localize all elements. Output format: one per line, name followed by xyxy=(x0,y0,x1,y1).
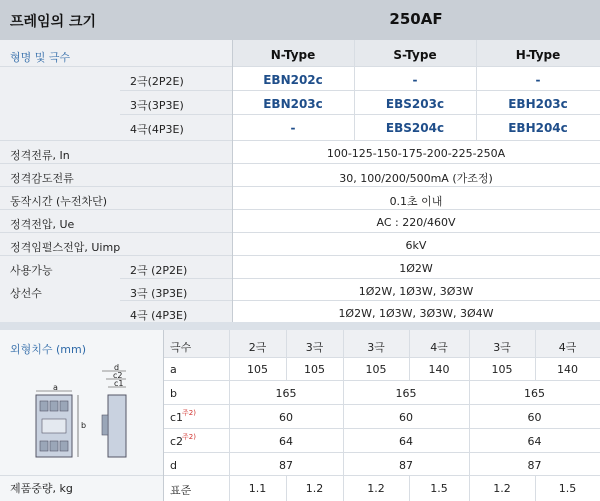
dims-label: 외형치수 (mm) xyxy=(10,343,87,356)
weight-value: 1.2 xyxy=(367,482,385,495)
usage-label: 사용가능 xyxy=(10,264,53,277)
col-divider xyxy=(232,40,233,322)
dim-c1-label: c1 xyxy=(170,411,184,424)
col-divider xyxy=(354,40,355,140)
row-divider xyxy=(120,300,600,301)
col-divider xyxy=(229,330,230,501)
weight-value: 1.5 xyxy=(430,482,448,495)
dim-c2-label: c2 xyxy=(170,435,184,448)
dim-b-label: b xyxy=(170,387,177,400)
pole-col: 3극 xyxy=(367,341,385,354)
dim-c1-value: 60 xyxy=(279,411,293,424)
code-cell: EBH204c xyxy=(508,121,568,135)
col-divider xyxy=(163,330,164,501)
diagram-label-b: b xyxy=(81,421,87,430)
frame-af-label: 250AF xyxy=(389,10,443,28)
pole-col: 2극 xyxy=(248,341,267,354)
pole-col: 3극 xyxy=(493,341,511,354)
diagram-label-d: d xyxy=(114,363,120,372)
dim-c2-value: 64 xyxy=(279,435,293,448)
dim-a-value: 105 xyxy=(304,363,325,376)
weight-value: 1.2 xyxy=(493,482,511,495)
rated-current-value: 100-125-150-175-200-225-250A xyxy=(326,147,506,160)
dim-b-value: 165 xyxy=(275,387,297,400)
row-divider xyxy=(120,90,600,91)
row-divider xyxy=(0,475,600,476)
poles-3p3e-label: 3극(3P3E) xyxy=(130,99,184,112)
dim-c2-value: 64 xyxy=(399,435,413,448)
c2-footnote: 주2) xyxy=(182,433,196,441)
rated-current-label: 정격전류, In xyxy=(10,149,70,162)
weight-value: 1.2 xyxy=(305,482,324,495)
code-cell: - xyxy=(412,73,418,87)
code-cell: - xyxy=(535,73,541,87)
dim-d-value: 87 xyxy=(527,459,542,472)
code-cell: EBH203c xyxy=(508,97,568,111)
row-divider xyxy=(0,163,600,164)
col-divider xyxy=(286,330,287,380)
rated-sensitivity-label: 정격감도전류 xyxy=(10,172,74,185)
row-divider xyxy=(0,186,600,187)
usage-poles-label: 2극 (2P2E) xyxy=(130,264,188,277)
dim-d-label: d xyxy=(170,459,177,472)
rated-voltage-value: AC : 220/460V xyxy=(376,216,456,229)
dim-d-value: 87 xyxy=(399,459,413,472)
operating-time-label: 동작시간 (누전차단) xyxy=(10,195,108,208)
section-separator xyxy=(0,322,600,330)
diagram-label-c1: c1 xyxy=(114,379,124,388)
pole-col: 3극 xyxy=(305,341,324,354)
diagram-label-c2: c2 xyxy=(113,371,123,380)
phase-wire-label: 상선수 xyxy=(10,287,42,300)
code-cell: - xyxy=(290,121,296,135)
dim-c1-value: 60 xyxy=(527,411,542,424)
dim-b-value: 165 xyxy=(395,387,417,400)
impulse-voltage-label: 정격임펄스전압, Uimp xyxy=(10,241,121,254)
row-divider xyxy=(0,209,600,210)
frame-size-title: 프레임의 크기 xyxy=(10,14,97,30)
row-divider xyxy=(120,114,600,115)
diagram-label-a: a xyxy=(53,383,58,392)
usage-poles-label: 4극 (4P3E) xyxy=(130,309,188,322)
col-divider xyxy=(469,330,470,501)
col-divider xyxy=(286,475,287,501)
code-cell: EBS203c xyxy=(385,97,445,111)
code-cell: EBN202c xyxy=(263,73,323,87)
row-divider xyxy=(0,66,600,67)
dim-b-value: 165 xyxy=(524,387,545,400)
col-divider xyxy=(535,475,536,501)
code-cell: EBN203c xyxy=(263,97,323,111)
rated-voltage-label: 정격전압, Ue xyxy=(10,218,75,231)
usage-poles-label: 3극 (3P3E) xyxy=(130,287,188,300)
pole-col: 4극 xyxy=(430,341,448,354)
rated-sensitivity-value: 30, 100/200/500mA (가조정) xyxy=(339,172,493,185)
usage-value: 1Ø2W xyxy=(399,262,433,275)
weight-value: 1.1 xyxy=(248,482,267,495)
col-divider xyxy=(476,40,477,140)
dim-a-label: a xyxy=(170,363,177,376)
dim-a-value: 140 xyxy=(557,363,578,376)
row-divider xyxy=(0,232,600,233)
dim-a-value: 105 xyxy=(365,363,387,376)
pole-col: 4극 xyxy=(558,341,577,354)
col-divider xyxy=(409,330,410,380)
c1-footnote: 주2) xyxy=(182,409,196,417)
standard-label: 표준 xyxy=(170,484,192,497)
type-poles-label: 형명 및 극수 xyxy=(10,51,71,64)
col-divider xyxy=(343,330,344,501)
row-divider xyxy=(120,278,600,279)
dim-a-value: 105 xyxy=(491,363,513,376)
col-divider xyxy=(409,475,410,501)
type-s-header: S-Type xyxy=(393,48,437,62)
row-divider xyxy=(0,255,600,256)
row-divider xyxy=(0,140,600,141)
col-divider xyxy=(535,330,536,380)
dim-c1-value: 60 xyxy=(399,411,413,424)
weight-value: 1.5 xyxy=(558,482,577,495)
poles-4p3e-label: 4극(4P3E) xyxy=(130,123,184,136)
usage-value: 1Ø2W, 1Ø3W, 3Ø3W, 3Ø4W xyxy=(338,307,494,320)
dim-a-value: 105 xyxy=(247,363,268,376)
type-h-header: H-Type xyxy=(515,48,561,62)
code-cell: EBS204c xyxy=(385,121,445,135)
operating-time-value: 0.1초 이내 xyxy=(389,195,443,208)
dim-a-value: 140 xyxy=(428,363,450,376)
type-n-header: N-Type xyxy=(270,48,316,62)
dim-c2-value: 64 xyxy=(527,435,542,448)
dim-d-value: 87 xyxy=(279,459,293,472)
weight-label: 제품중량, kg xyxy=(10,482,73,495)
impulse-voltage-value: 6kV xyxy=(405,239,427,252)
poles-2p2e-label: 2극(2P2E) xyxy=(130,75,184,88)
poles-header: 극수 xyxy=(170,341,192,354)
usage-value: 1Ø2W, 1Ø3W, 3Ø3W xyxy=(358,285,474,298)
